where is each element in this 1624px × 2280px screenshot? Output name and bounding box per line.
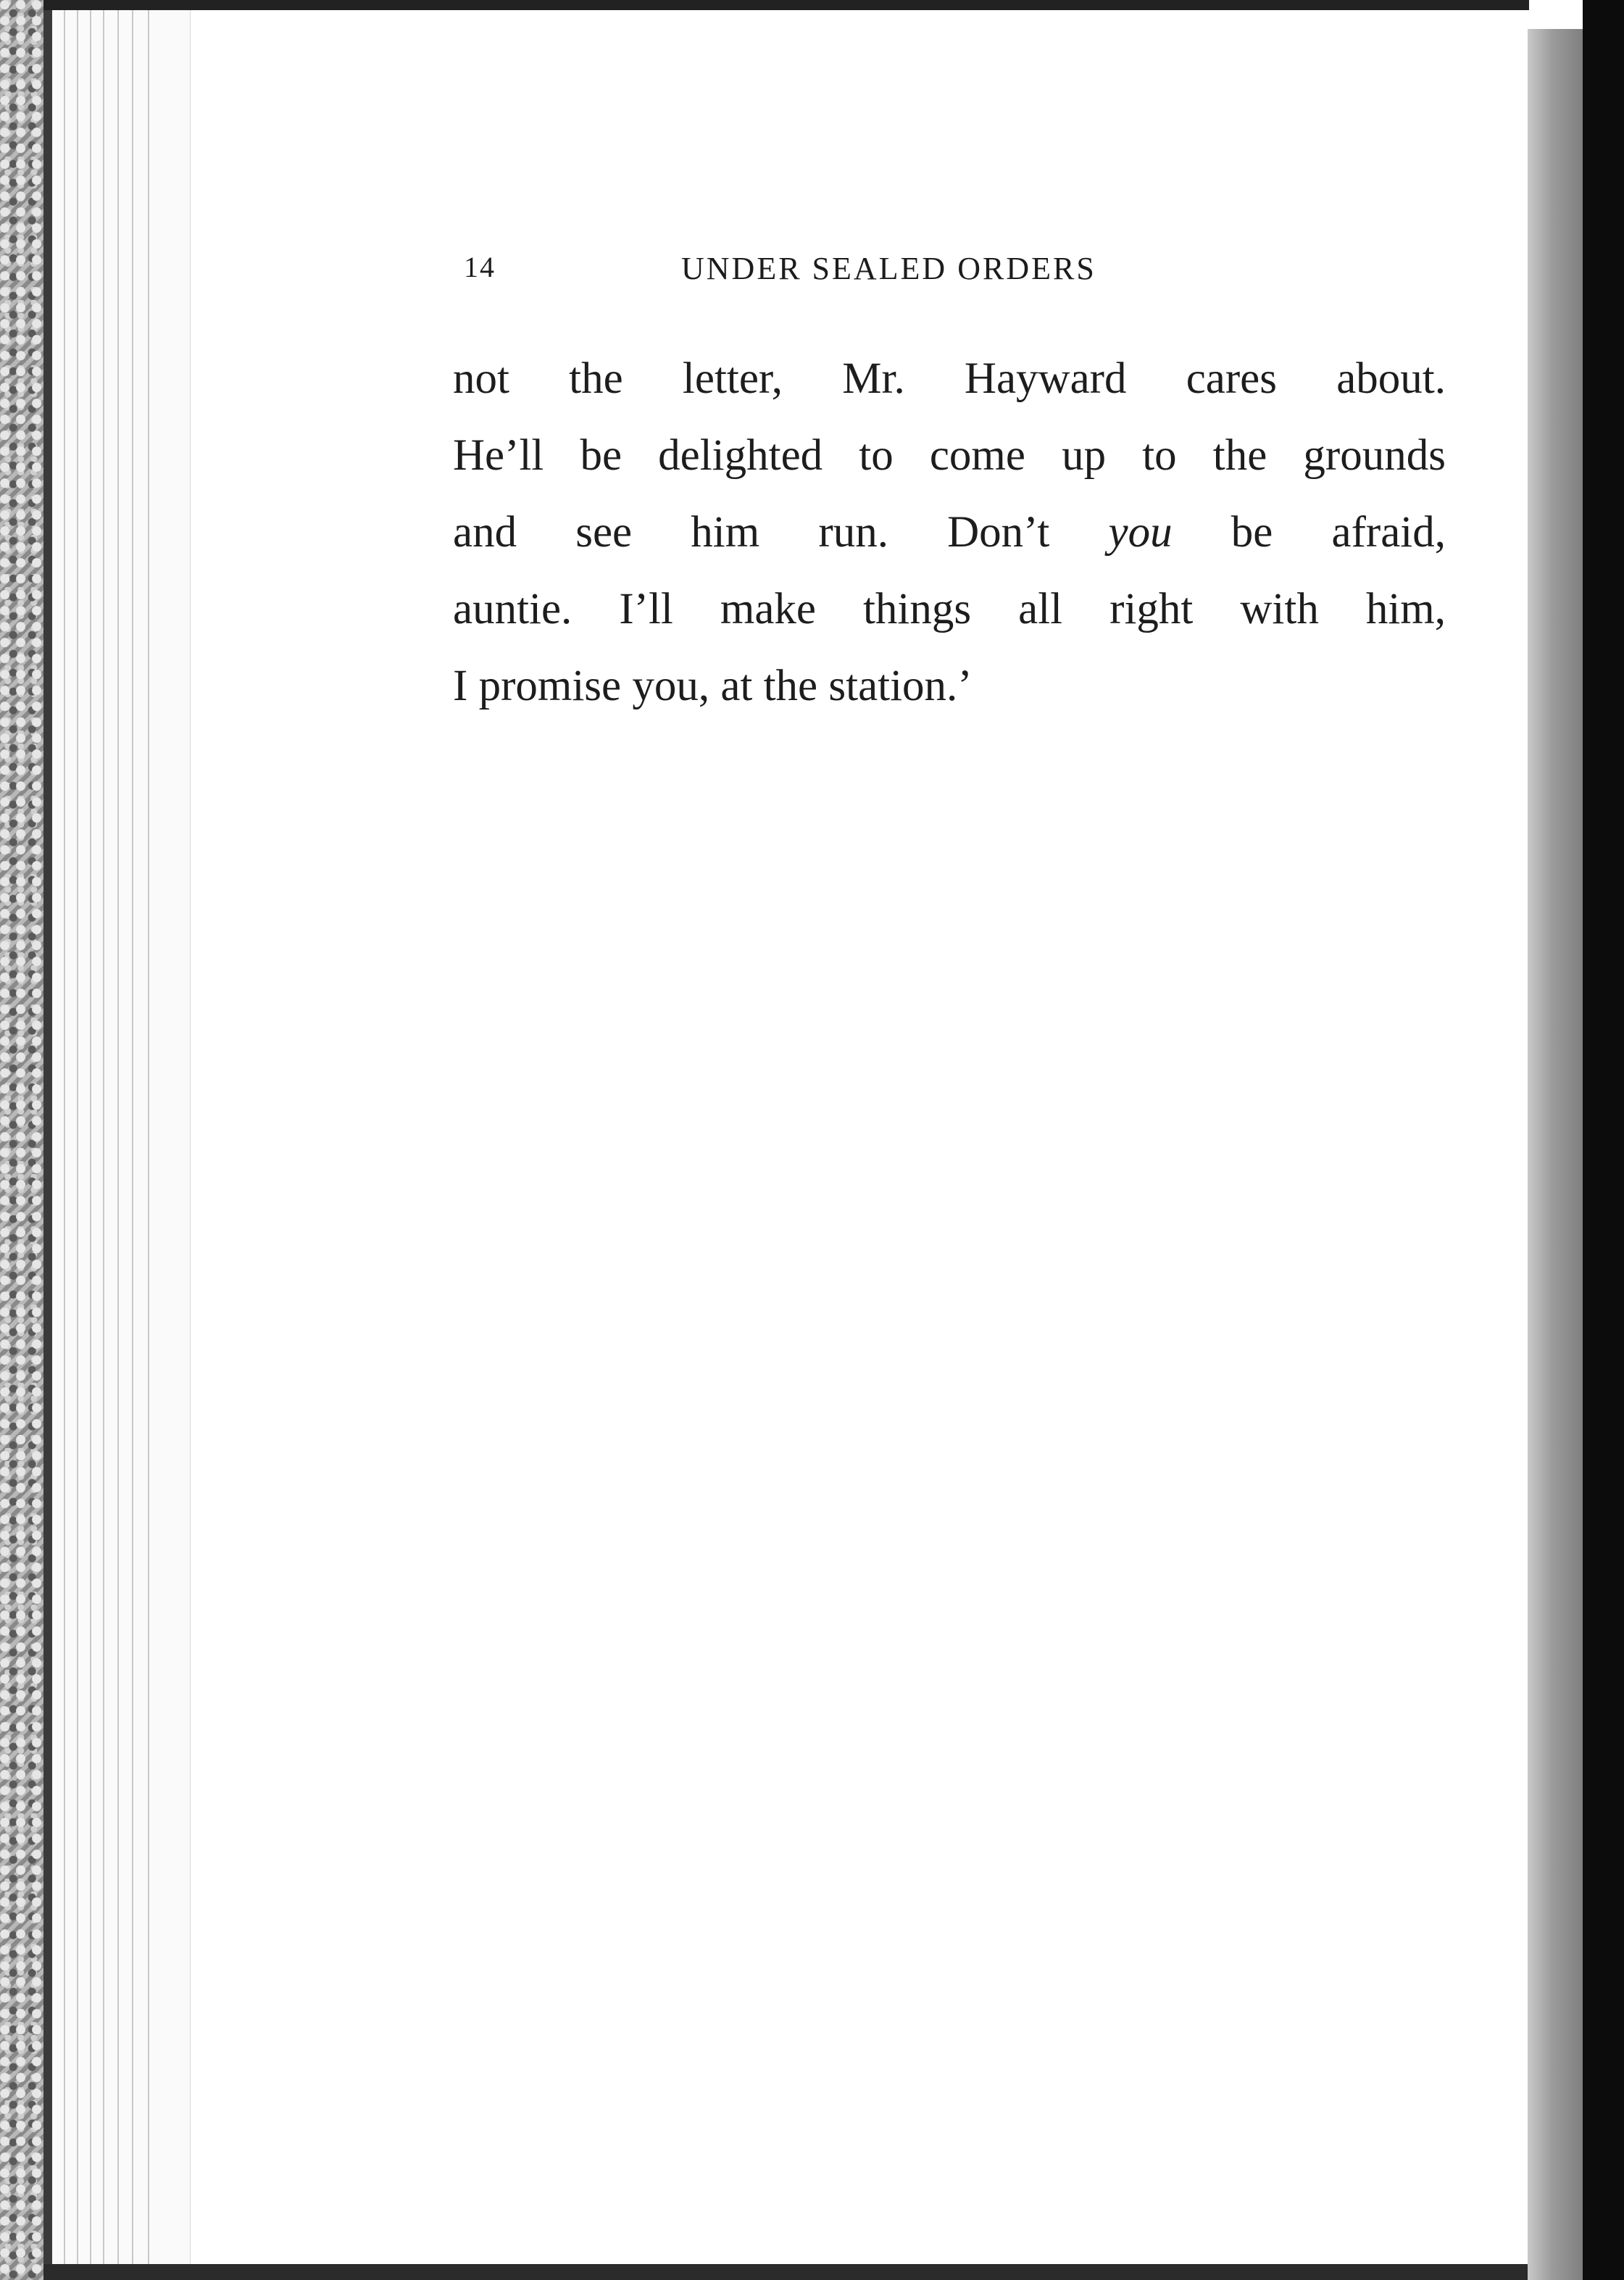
text-line: He’ll be delighted to come up to the grounds <box>453 431 1446 480</box>
text-line: not the letter, Mr. Hayward cares about. <box>453 354 1446 403</box>
page-edge <box>52 0 65 2280</box>
page-edge <box>119 0 133 2280</box>
text-line <box>453 494 1446 571</box>
running-title: UNDER SEALED ORDERS <box>681 251 1096 286</box>
page-edge <box>104 0 119 2280</box>
right-page-shadow <box>1528 29 1583 2280</box>
bottom-scan-border <box>43 2264 1529 2280</box>
binding-shadow <box>43 0 52 2280</box>
page-edge <box>65 0 78 2280</box>
page-edge <box>91 0 104 2280</box>
page-edge <box>133 0 149 2280</box>
page-number: 14 <box>464 251 496 283</box>
scan-background <box>1583 0 1624 2280</box>
page-edge <box>78 0 91 2280</box>
text-line: I promise you, at the station.’ <box>453 662 973 710</box>
text-run: and see him run. Don’t <box>453 508 1109 557</box>
text-run: be afraid, <box>1172 508 1446 557</box>
page-edge <box>149 0 191 2280</box>
text-line: auntie. I’ll make things all right with him, <box>453 585 1446 633</box>
italic-word: you <box>1108 508 1173 557</box>
body-paragraph <box>453 341 1446 725</box>
top-scan-border <box>43 0 1529 10</box>
running-head <box>464 250 1239 301</box>
marbled-book-edge <box>0 0 46 2280</box>
